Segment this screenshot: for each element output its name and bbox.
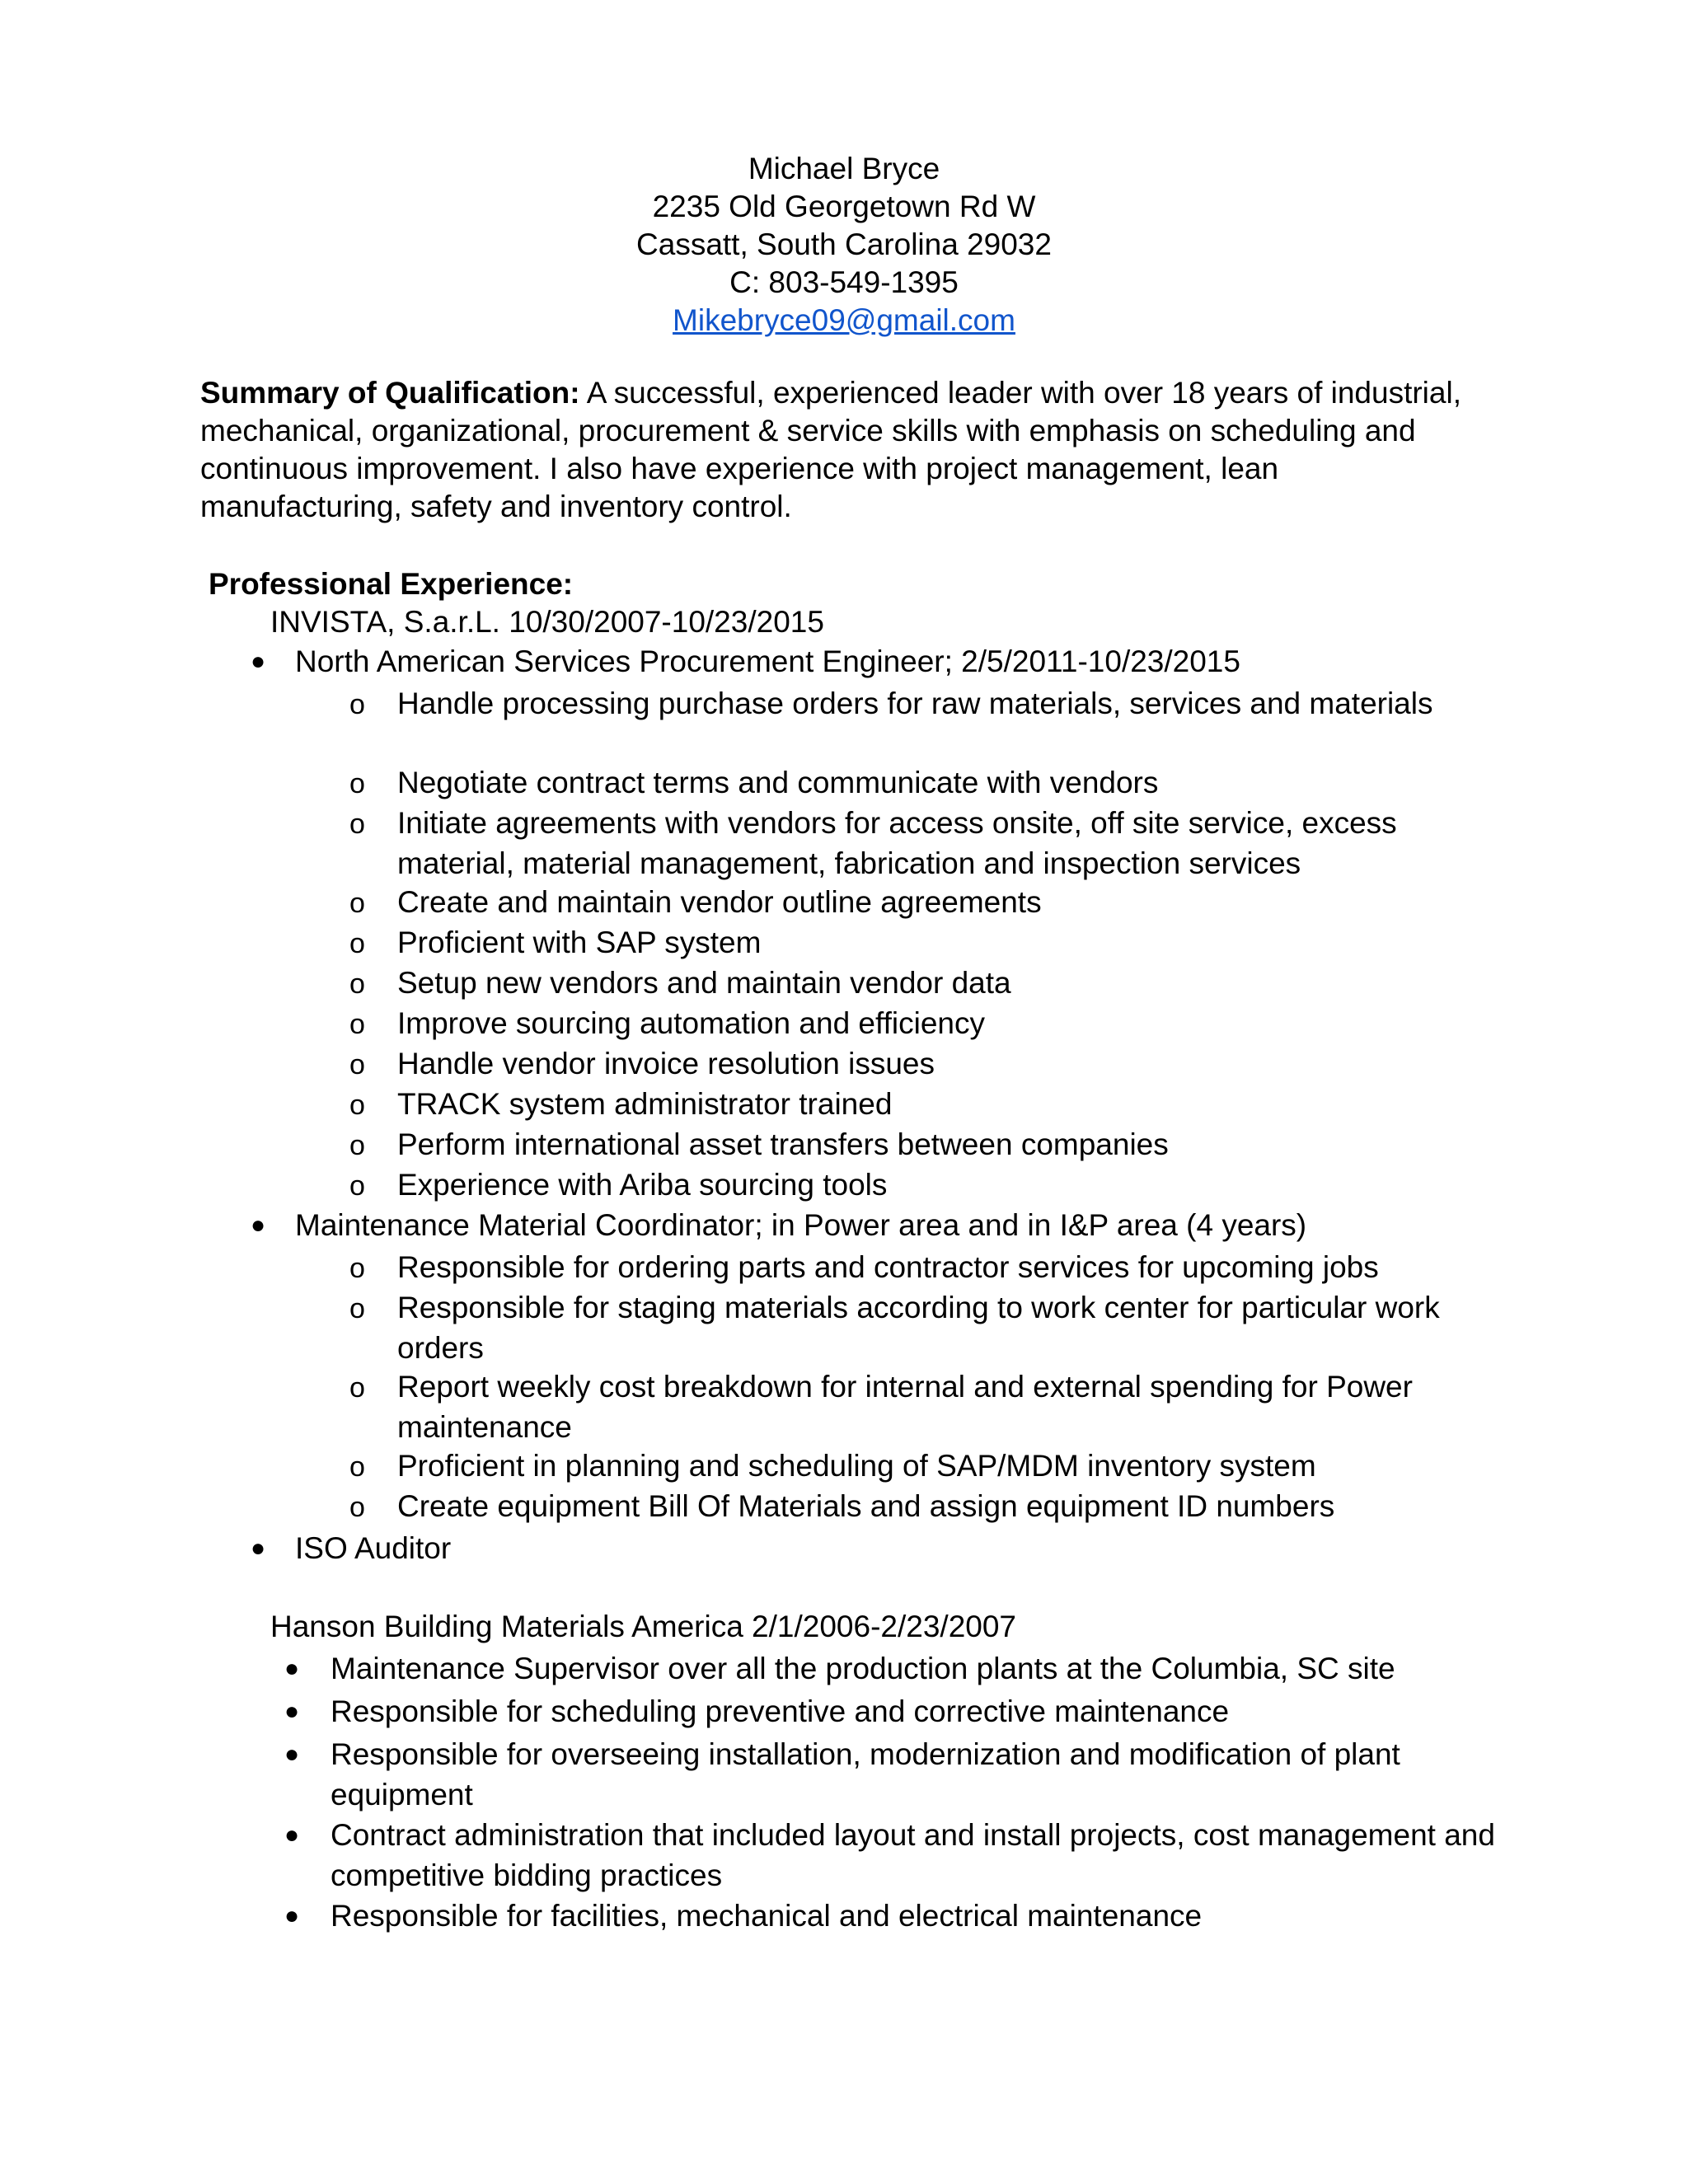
summary-section [200, 374, 1486, 526]
list-item [349, 922, 1493, 963]
bullet-icon: ● [284, 1741, 300, 1768]
list-item [284, 1815, 1501, 1896]
contact-name: Michael Bryce [748, 152, 940, 185]
list-item [349, 1124, 1493, 1165]
list-item-text: Maintenance Supervisor over all the production plants at the Columbia, SC site [331, 1652, 1395, 1685]
list-item-text: Proficient in planning and scheduling of SAP/MDM inventory system [397, 1449, 1316, 1483]
list-item-text: Contract administration that included layout and install projects, cost management and competitive bidding practices [331, 1818, 1495, 1892]
summary-label: Summary of Qualification: [200, 376, 580, 410]
contact-address-line1: 2235 Old Georgetown Rd W [652, 190, 1036, 223]
list-item-text: Proficient with SAP system [397, 926, 762, 959]
list-item-text: Negotiate contract terms and communicate with vendors [397, 766, 1159, 799]
list-item-text: Improve sourcing automation and efficiency [397, 1006, 985, 1040]
employer-invista: INVISTA, S.a.r.L. 10/30/2007-10/23/2015 [270, 605, 824, 639]
bullet-icon: ● [251, 648, 266, 675]
list-item-text: Handle vendor invoice resolution issues [397, 1047, 935, 1080]
role-title: Maintenance Material Coordinator; in Power area and in I&P area (4 years) [295, 1208, 1307, 1242]
circle-bullet-icon: o [349, 968, 365, 1000]
list-item-text: Report weekly cost breakdown for internal and external spending for Power maintenance [397, 1370, 1413, 1444]
circle-bullet-icon: o [349, 888, 365, 919]
list-item [349, 1003, 1493, 1043]
list-item-text: Responsible for overseeing installation, modernization and modification of plant equipment [331, 1737, 1400, 1811]
list-item [349, 1165, 1493, 1205]
role-procurement-engineer [251, 643, 1240, 681]
circle-bullet-icon: o [349, 1293, 365, 1324]
list-item-text: Responsible for facilities, mechanical and electrical maintenance [331, 1899, 1203, 1933]
circle-bullet-icon: o [349, 1090, 365, 1121]
list-item [349, 762, 1493, 803]
list-item-text: Responsible for scheduling preventive and corrective maintenance [331, 1694, 1230, 1728]
circle-bullet-icon: o [349, 689, 365, 720]
role-title: ISO Auditor [295, 1531, 452, 1565]
list-item [349, 683, 1493, 724]
list-item [349, 1084, 1493, 1124]
role-title: North American Services Procurement Engineer; 2/5/2011-10/23/2015 [295, 644, 1240, 678]
role-iso-auditor [251, 1530, 452, 1568]
list-item [349, 1247, 1493, 1287]
bullet-icon: ● [284, 1655, 300, 1682]
list-item [349, 1366, 1493, 1447]
list-item-text: Responsible for ordering parts and contractor services for upcoming jobs [397, 1250, 1379, 1284]
list-item-text: TRACK system administrator trained [397, 1087, 893, 1121]
role-material-coordinator [251, 1207, 1307, 1244]
list-item [349, 882, 1493, 922]
list-item [349, 1446, 1493, 1486]
circle-bullet-icon: o [349, 1492, 365, 1523]
circle-bullet-icon: o [349, 1009, 365, 1040]
circle-bullet-icon: o [349, 808, 365, 840]
contact-address-line2: Cassatt, South Carolina 29032 [636, 227, 1052, 261]
list-item-text: Handle processing purchase orders for raw materials, services and materials [397, 687, 1433, 720]
circle-bullet-icon: o [349, 1253, 365, 1284]
list-item [284, 1691, 1501, 1732]
list-item-text: Responsible for staging materials according to work center for particular work orders [397, 1291, 1440, 1365]
list-item [284, 1734, 1501, 1815]
contact-phone: C: 803-549-1395 [729, 265, 959, 299]
list-item [284, 1648, 1501, 1689]
summary-text: A successful, experienced leader with over 18 years of industrial, mechanical, organizational, procurement & service skills with emphasis on scheduling and continuous improvement. I also have experience with project management, lean manufacturing, safety and inventory control. [200, 376, 1461, 523]
contact-email-row [0, 302, 1688, 340]
bullet-icon: ● [251, 1535, 266, 1562]
list-item-text: Experience with Ariba sourcing tools [397, 1168, 888, 1202]
list-item [349, 803, 1493, 883]
bullet-icon: ● [284, 1902, 300, 1929]
circle-bullet-icon: o [349, 928, 365, 959]
circle-bullet-icon: o [349, 1372, 365, 1404]
list-item [349, 1486, 1493, 1526]
list-item [284, 1896, 1501, 1936]
contact-header [0, 150, 1688, 340]
list-item [349, 1287, 1493, 1368]
list-item-text: Initiate agreements with vendors for access onsite, off site service, excess material, material management, fabrication and inspection services [397, 806, 1397, 880]
list-item-text: Perform international asset transfers between companies [397, 1127, 1169, 1161]
circle-bullet-icon: o [349, 768, 365, 799]
list-item-text: Create equipment Bill Of Materials and assign equipment ID numbers [397, 1489, 1335, 1523]
list-item-text: Create and maintain vendor outline agreements [397, 885, 1042, 919]
employer-hanson: Hanson Building Materials America 2/1/2006-2/23/2007 [270, 1610, 1017, 1643]
circle-bullet-icon: o [349, 1130, 365, 1161]
contact-email-link[interactable]: Mikebryce09@gmail.com [673, 303, 1015, 337]
bullet-icon: ● [284, 1698, 300, 1725]
circle-bullet-icon: o [349, 1451, 365, 1483]
list-item [349, 1043, 1493, 1084]
experience-heading: Professional Experience: [209, 567, 574, 601]
list-item [349, 963, 1493, 1003]
bullet-icon: ● [251, 1212, 266, 1239]
list-item-text: Setup new vendors and maintain vendor data [397, 966, 1011, 1000]
bullet-icon: ● [284, 1821, 300, 1849]
circle-bullet-icon: o [349, 1049, 365, 1080]
circle-bullet-icon: o [349, 1170, 365, 1202]
